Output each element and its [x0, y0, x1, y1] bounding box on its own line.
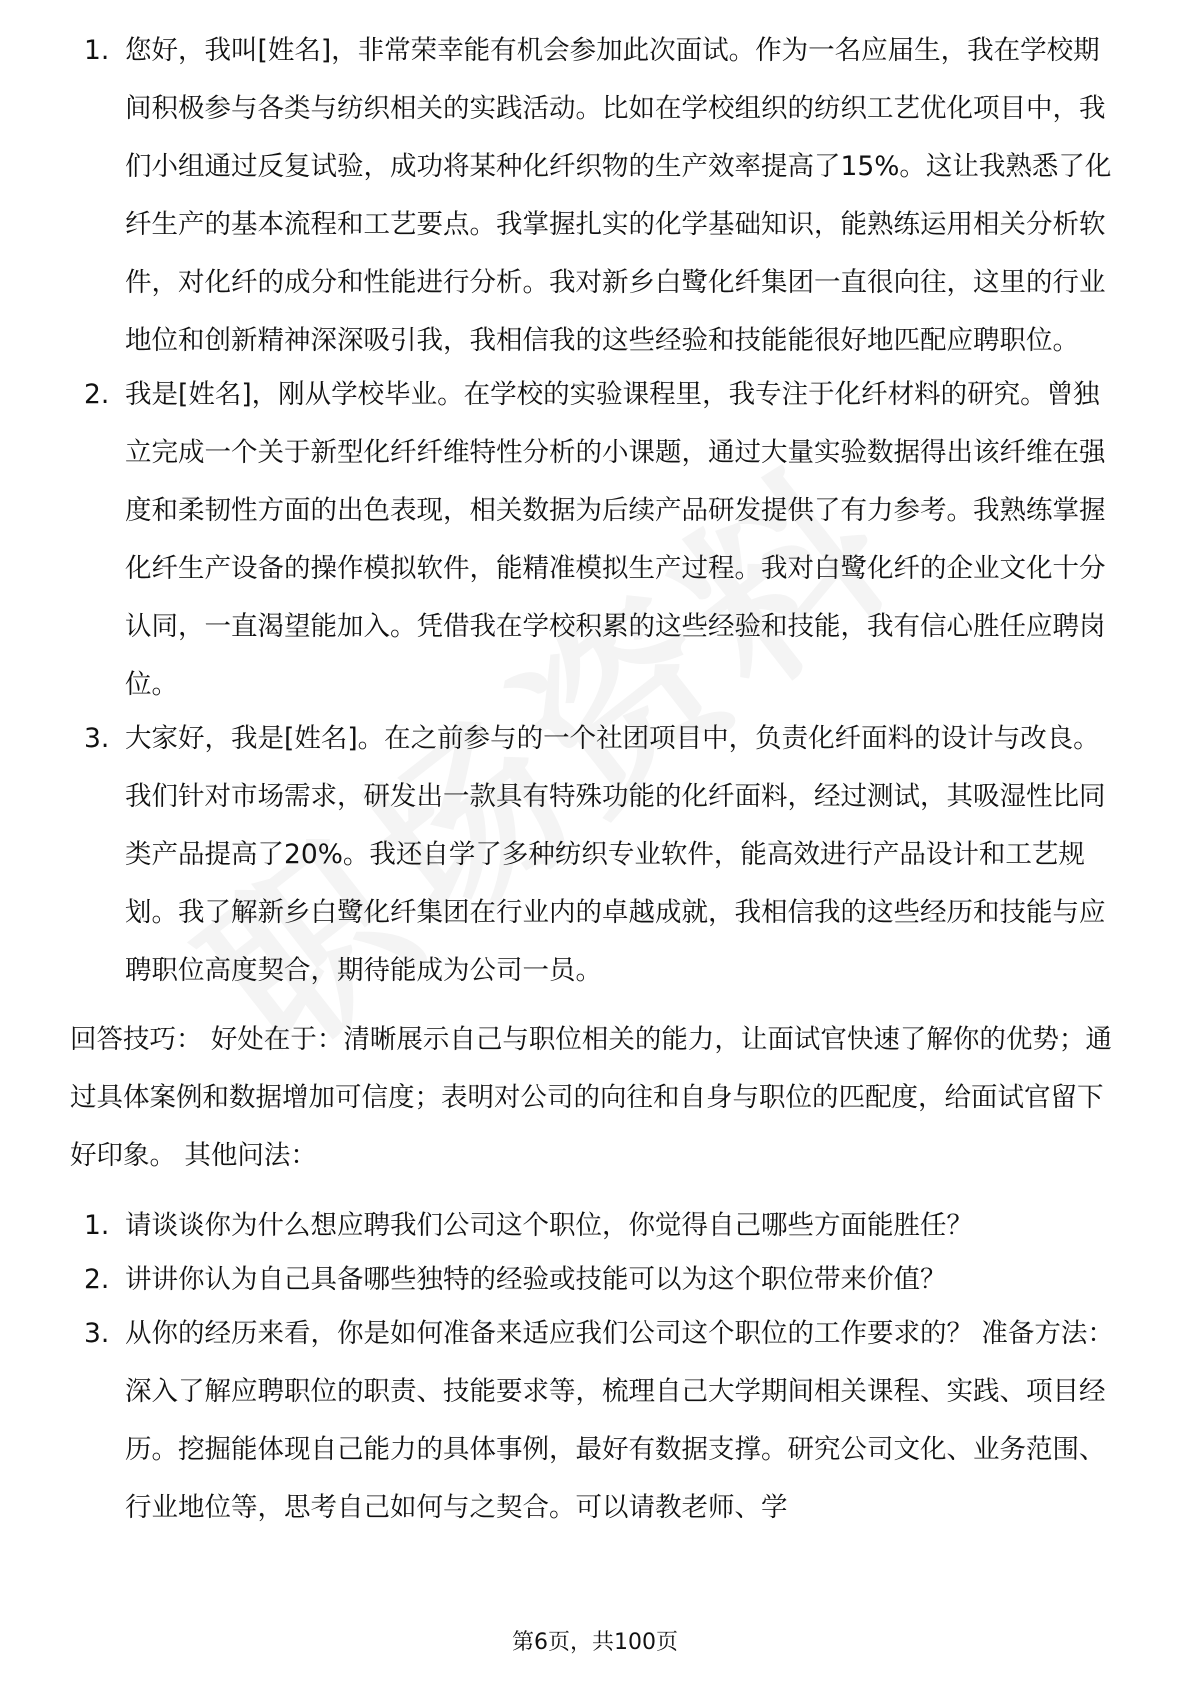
list-text: 讲讲你认为自己具备哪些独特的经验或技能可以为这个职位带来价值？: [125, 1264, 947, 1295]
answer-examples-list: [70, 22, 1120, 1000]
list-number: 2.: [84, 1264, 110, 1295]
alternative-questions-list: [70, 1197, 1120, 1537]
list-number: 2.: [84, 379, 110, 410]
list-text: 大家好，我是[姓名]。在之前参与的一个社团项目中，负责化纤面料的设计与改良。我们针对市场需求，研发出一款具有特殊功能的化纤面料，经过测试，其吸湿性比同类产品提高了20%。我还自学了多种纺织专业软件，能高效进行产品设计和工艺规划。我了解新乡白鹭化纤集团在行业内的卓越成就，我相信我的这些经历和技能与应聘职位高度契合，期待能成为公司一员。: [125, 723, 1106, 986]
list-text: 您好，我叫[姓名]，非常荣幸能有机会参加此次面试。作为一名应届生，我在学校期间积极参与各类与纺织相关的实践活动。比如在学校组织的纺织工艺优化项目中，我们小组通过反复试验，成功将某种化纤织物的生产效率提高了15%。这让我熟悉了化纤生产的基本流程和工艺要点。我掌握扎实的化学基础知识，能熟练运用相关分析软件，对化纤的成分和性能进行分析。我对新乡白鹭化纤集团一直很向往，这里的行业地位和创新精神深深吸引我，我相信我的这些经验和技能能很好地匹配应聘职位。: [125, 35, 1112, 356]
list-item: [70, 1305, 1120, 1537]
list-text: 请谈谈你为什么想应聘我们公司这个职位，你觉得自己哪些方面能胜任？: [125, 1210, 973, 1241]
answer-tips-paragraph: [70, 1011, 1120, 1185]
list-item: [70, 22, 1120, 370]
page-number-footer: 第6页，共100页: [512, 1630, 678, 1655]
list-number: 1.: [84, 1210, 110, 1241]
list-item: [70, 1251, 1120, 1309]
list-number: 1.: [84, 35, 110, 66]
list-number: 3.: [84, 1318, 110, 1349]
list-text: 从你的经历来看，你是如何准备来适应我们公司这个职位的工作要求的？ 准备方法： 深入了解应聘职位的职责、技能要求等，梳理自己大学期间相关课程、实践、项目经历。挖掘能体现自己能力的具体事例，最好有数据支撑。研究公司文化、业务范围、行业地位等，思考自己如何与之契合。可以请教老师、学: [125, 1318, 1114, 1523]
list-item: [70, 710, 1120, 1000]
tips-text: 回答技巧： 好处在于：清晰展示自己与职位相关的能力，让面试官快速了解你的优势；通过具体案例和数据增加可信度；表明对公司的向往和自身与职位的匹配度，给面试官留下好印象。 其他问法：: [70, 1024, 1112, 1171]
list-text: 我是[姓名]，刚从学校毕业。在学校的实验课程里，我专注于化纤材料的研究。曾独立完成一个关于新型化纤纤维特性分析的小课题，通过大量实验数据得出该纤维在强度和柔韧性方面的出色表现，相关数据为后续产品研发提供了有力参考。我熟练掌握化纤生产设备的操作模拟软件，能精准模拟生产过程。我对白鹭化纤的企业文化十分认同，一直渴望能加入。凭借我在学校积累的这些经验和技能，我有信心胜任应聘岗位。: [125, 379, 1106, 700]
list-item: [70, 366, 1120, 714]
list-number: 3.: [84, 723, 110, 754]
list-item: [70, 1197, 1120, 1255]
